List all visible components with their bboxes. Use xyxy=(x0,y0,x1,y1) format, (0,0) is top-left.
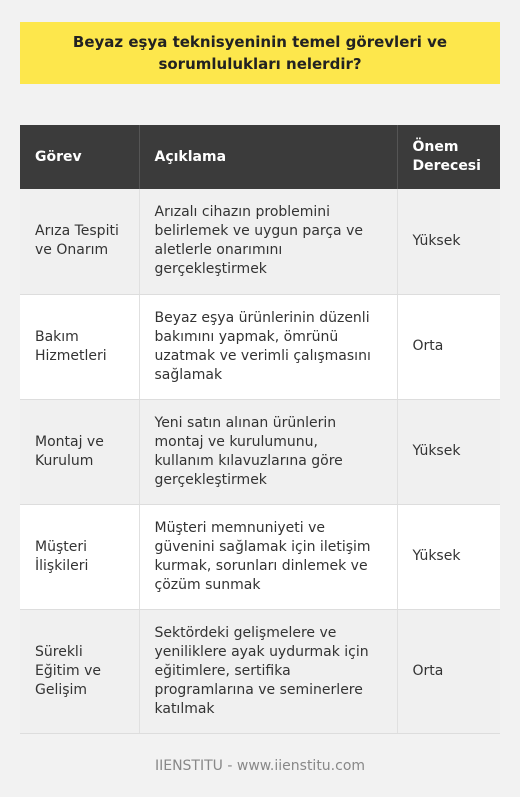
cell-task: Bakım Hizmetleri xyxy=(20,294,139,399)
cell-task: Montaj ve Kurulum xyxy=(20,399,139,504)
table-row xyxy=(20,399,500,504)
cell-importance: Yüksek xyxy=(397,399,500,504)
cell-description: Sektördeki gelişmelere ve yeniliklere ayak uydurmak için eğitimlere, sertifika programlarına ve seminerlere katılmak xyxy=(139,609,397,733)
cell-description: Beyaz eşya ürünlerinin düzenli bakımını yapmak, ömrünü uzatmak ve verimli çalışmasını sağlamak xyxy=(139,294,397,399)
cell-importance: Yüksek xyxy=(397,189,500,294)
duties-table xyxy=(20,125,500,734)
cell-importance: Orta xyxy=(397,294,500,399)
table-header-row xyxy=(20,125,500,189)
title-banner xyxy=(20,22,500,84)
table-row xyxy=(20,609,500,733)
header-aciklama: Açıklama xyxy=(139,125,397,189)
cell-task: Sürekli Eğitim ve Gelişim xyxy=(20,609,139,733)
cell-importance: Yüksek xyxy=(397,504,500,609)
cell-importance: Orta xyxy=(397,609,500,733)
table-row xyxy=(20,504,500,609)
cell-task: Arıza Tespiti ve Onarım xyxy=(20,189,139,294)
table-row xyxy=(20,189,500,294)
cell-task: Müşteri İlişkileri xyxy=(20,504,139,609)
table-row xyxy=(20,294,500,399)
cell-description: Arızalı cihazın problemini belirlemek ve uygun parça ve aletlerle onarımını gerçekleştirmek xyxy=(139,189,397,294)
page-title: Beyaz eşya teknisyeninin temel görevleri ve sorumlulukları nelerdir? xyxy=(72,33,448,73)
cell-description: Yeni satın alınan ürünlerin montaj ve kurulumunu, kullanım kılavuzlarına göre gerçekleştirmek xyxy=(139,399,397,504)
cell-description: Müşteri memnuniyeti ve güvenini sağlamak için iletişim kurmak, sorunları dinlemek ve çözüm sunmak xyxy=(139,504,397,609)
header-onem-derecesi: Önem Derecesi xyxy=(397,125,500,189)
footer-source: IIENSTITU - www.iienstitu.com xyxy=(154,758,366,774)
header-gorev: Görev xyxy=(20,125,139,189)
